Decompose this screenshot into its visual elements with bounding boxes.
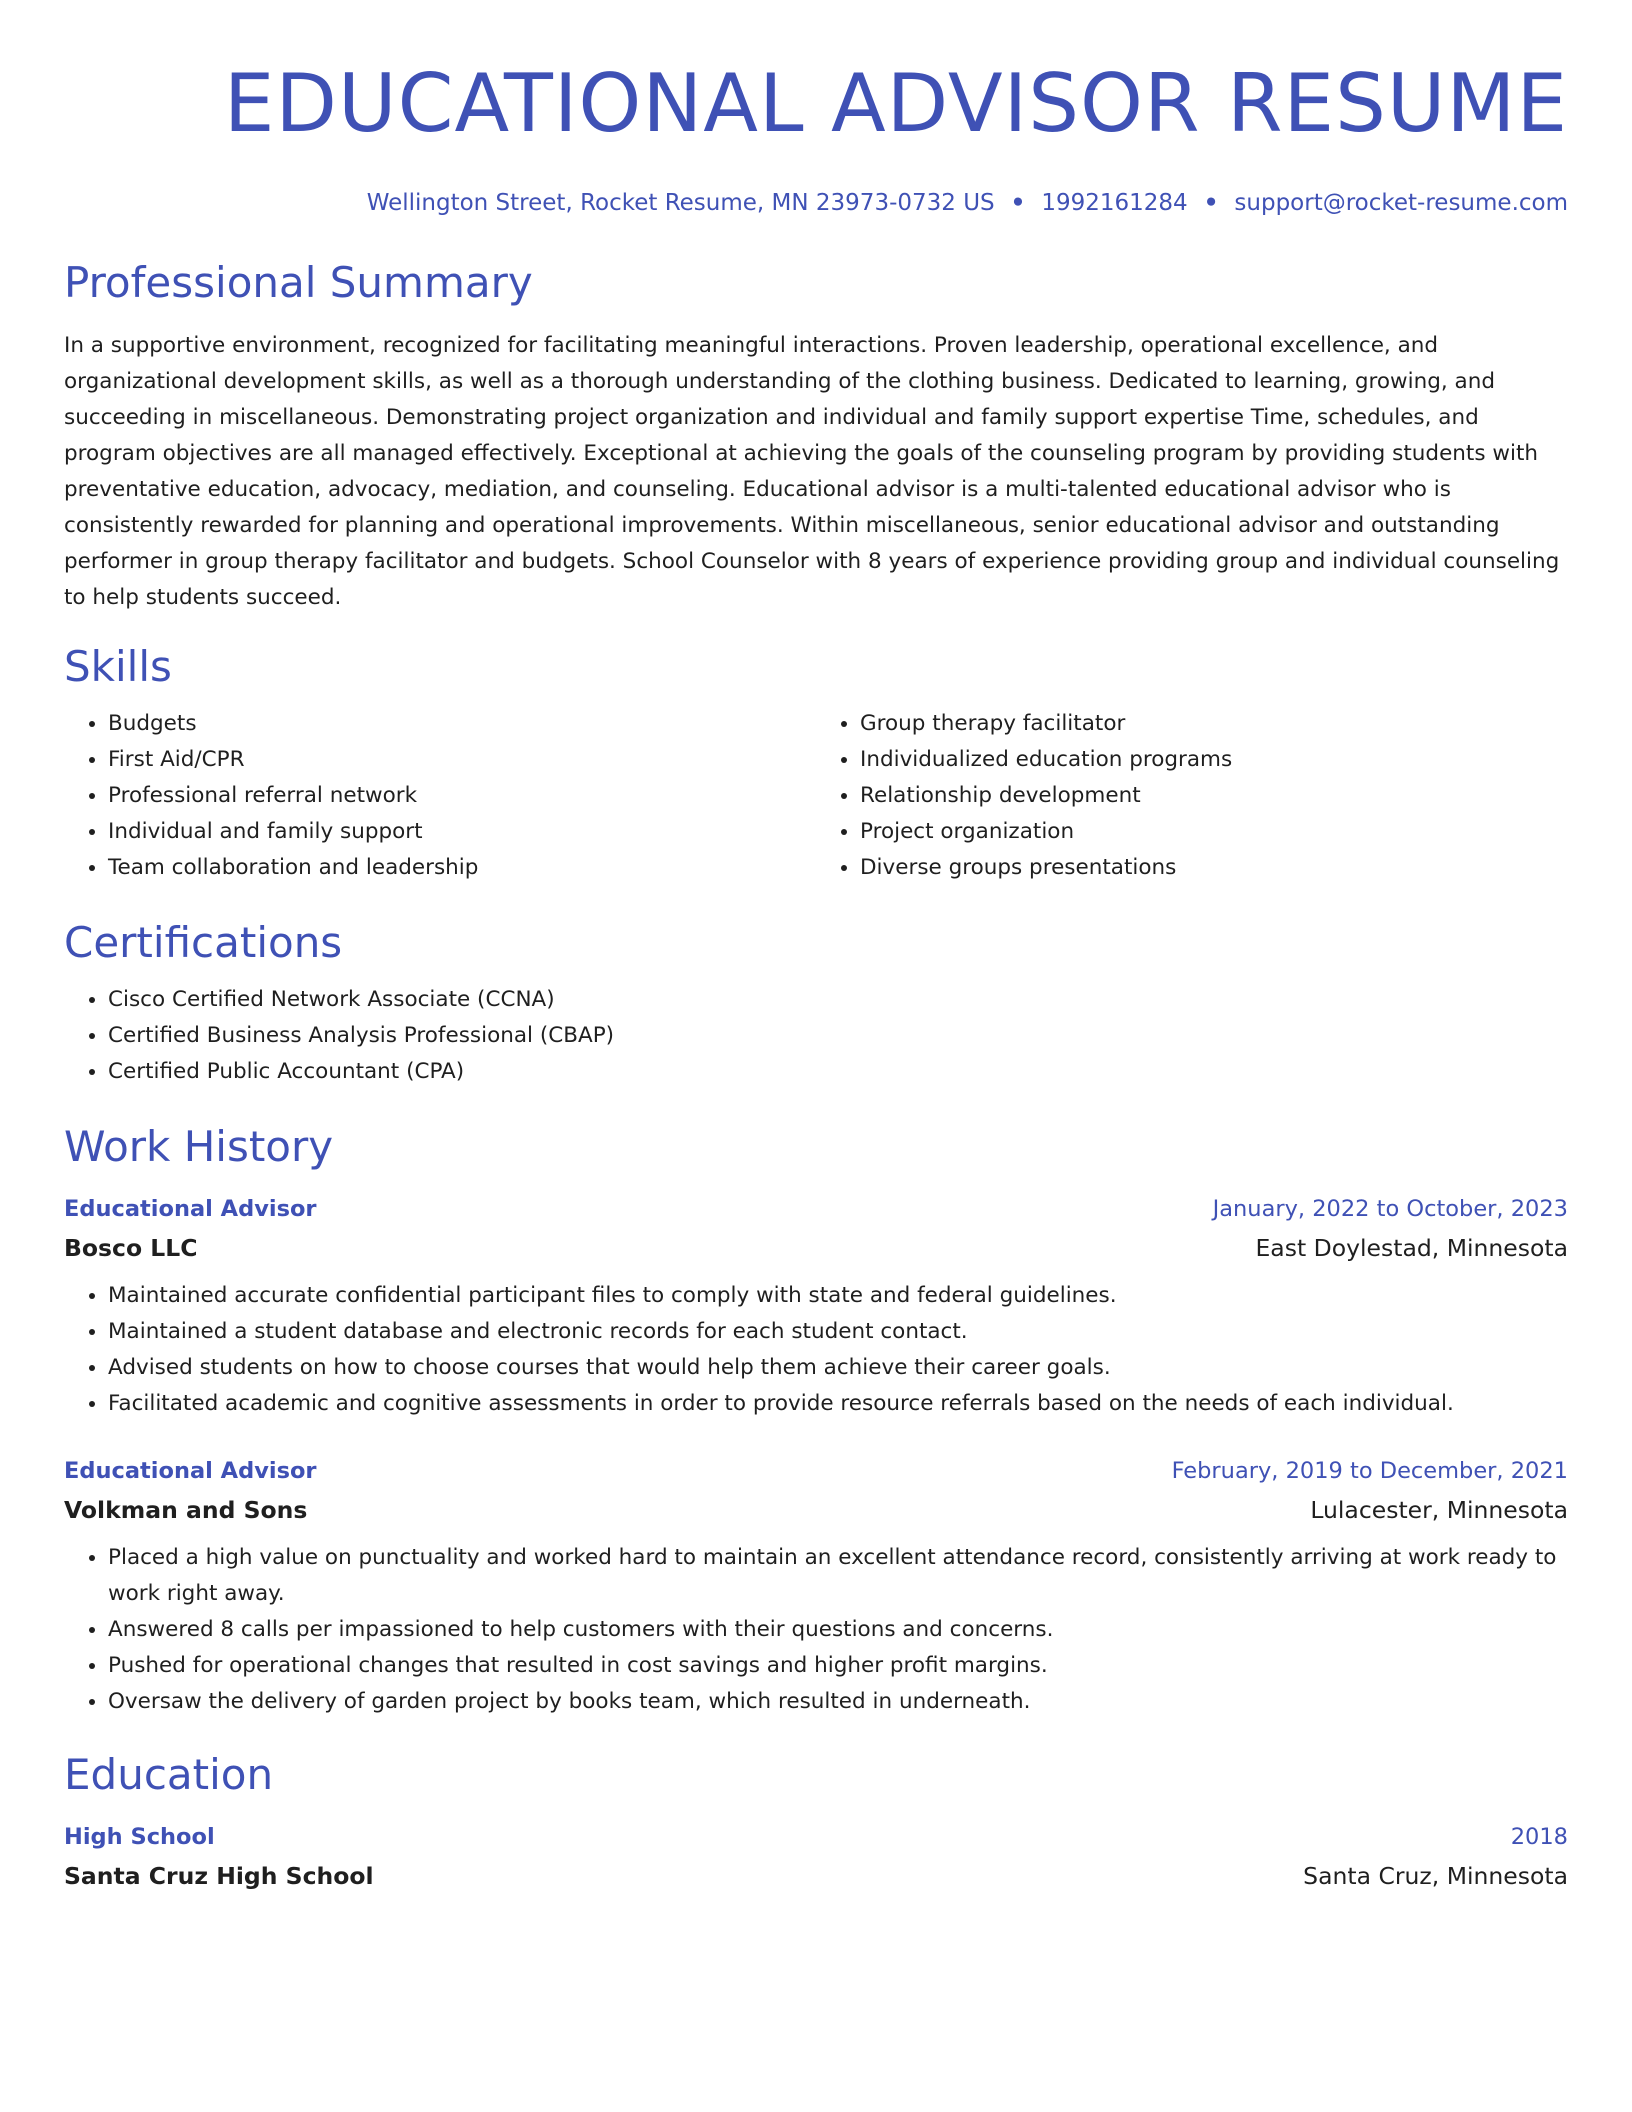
education-location: Santa Cruz, Minnesota [1303, 1862, 1568, 1890]
skill-item: • Group therapy facilitator [860, 706, 1568, 742]
job-duties-list [64, 1278, 1568, 1422]
skills-heading: Skills [64, 642, 172, 691]
skill-item: • Individual and family support [108, 814, 816, 850]
certification-item: • Certified Public Accountant (CPA) [108, 1054, 1568, 1090]
job-location: Lulacester, Minnesota [1310, 1496, 1568, 1524]
job-duty: • Maintained accurate confidential participant files to comply with state and federal guidelines. [108, 1278, 1568, 1314]
certification-item: • Certified Business Analysis Professional (CBAP) [108, 1018, 1568, 1054]
job-header [64, 1194, 1568, 1224]
certification-item: • Cisco Certified Network Associate (CCNA) [108, 982, 1568, 1018]
certifications-list [64, 982, 1568, 1090]
job-duty: • Answered 8 calls per impassioned to help customers with their questions and concerns. [108, 1612, 1568, 1648]
education-school: Santa Cruz High School [64, 1862, 374, 1890]
job-header [64, 1456, 1568, 1486]
contact-separator: • [1010, 190, 1026, 216]
contact-separator: • [1203, 190, 1219, 216]
skill-item: • Professional referral network [108, 778, 816, 814]
job-position: Educational Advisor [64, 1196, 317, 1222]
education-year: 2018 [1510, 1824, 1568, 1850]
job-duty: • Pushed for operational changes that resulted in cost savings and higher profit margins. [108, 1648, 1568, 1684]
education-subheader [64, 1860, 1568, 1892]
skills-columns [64, 706, 1568, 886]
job-duty: • Placed a high value on punctuality and worked hard to maintain an excellent attendance record, consistently arriving at work ready to work right away. [108, 1540, 1568, 1612]
education-header [64, 1822, 1568, 1852]
skill-item: • Budgets [108, 706, 816, 742]
skill-item: • Project organization [860, 814, 1568, 850]
job-entry [64, 1456, 1568, 1720]
job-subheader [64, 1494, 1568, 1526]
job-company: Volkman and Sons [64, 1496, 308, 1524]
job-dates: January, 2022 to October, 2023 [1212, 1196, 1568, 1222]
contact-address: Wellington Street, Rocket Resume, MN 23973-0732 US [366, 190, 995, 216]
summary-heading: Professional Summary [64, 258, 533, 307]
education-degree: High School [64, 1824, 215, 1850]
skills-left-list [64, 706, 816, 886]
job-location: East Doylestad, Minnesota [1255, 1234, 1568, 1262]
work-history-heading: Work History [64, 1122, 334, 1171]
contact-line [64, 188, 1568, 218]
job-duty: • Advised students on how to choose courses that would help them achieve their career goals. [108, 1350, 1568, 1386]
summary-text: In a supportive environment, recognized for facilitating meaningful interactions. Proven leadership, operational excellence, and organizational development skills, as well as a thorough understanding of the clothing business. Dedicated to learning, growing, and succeeding in miscellaneous. Demonstrating project organization and individual and family support expertise Time, schedules, and program objectives are all managed effectively. Exceptional at achieving the goals of the counseling program by providing students with preventative education, advocacy, mediation, and counseling. Educational advisor is a multi-talented educational advisor who is consistently rewarded for planning and operational improvements. Within miscellaneous, senior educational advisor and outstanding performer in group therapy facilitator and budgets. School Counselor with 8 years of experience providing group and individual counseling to help students succeed. [64, 333, 1560, 610]
job-duties-list [64, 1540, 1568, 1720]
education-heading: Education [64, 1750, 274, 1799]
job-company: Bosco LLC [64, 1234, 198, 1262]
certifications-heading: Certifications [64, 918, 343, 967]
resume-title: EDUCATIONAL ADVISOR RESUME [223, 57, 1568, 150]
job-dates: February, 2019 to December, 2021 [1171, 1458, 1568, 1484]
skill-item: • Relationship development [860, 778, 1568, 814]
job-duty: • Maintained a student database and electronic records for each student contact. [108, 1314, 1568, 1350]
skill-item: • Diverse groups presentations [860, 850, 1568, 886]
job-duty: • Facilitated academic and cognitive assessments in order to provide resource referrals based on the needs of each individual. [108, 1386, 1568, 1422]
job-position: Educational Advisor [64, 1458, 317, 1484]
skills-right-list [816, 706, 1568, 886]
skill-item: • First Aid/CPR [108, 742, 816, 778]
job-entry [64, 1194, 1568, 1422]
job-subheader [64, 1232, 1568, 1264]
skill-item: • Individualized education programs [860, 742, 1568, 778]
job-duty: • Oversaw the delivery of garden project by books team, which resulted in underneath. [108, 1684, 1568, 1720]
contact-email: support@rocket-resume.com [1234, 190, 1568, 216]
education-entry [64, 1822, 1568, 1892]
contact-phone: 1992161284 [1041, 190, 1188, 216]
skill-item: • Team collaboration and leadership [108, 850, 816, 886]
